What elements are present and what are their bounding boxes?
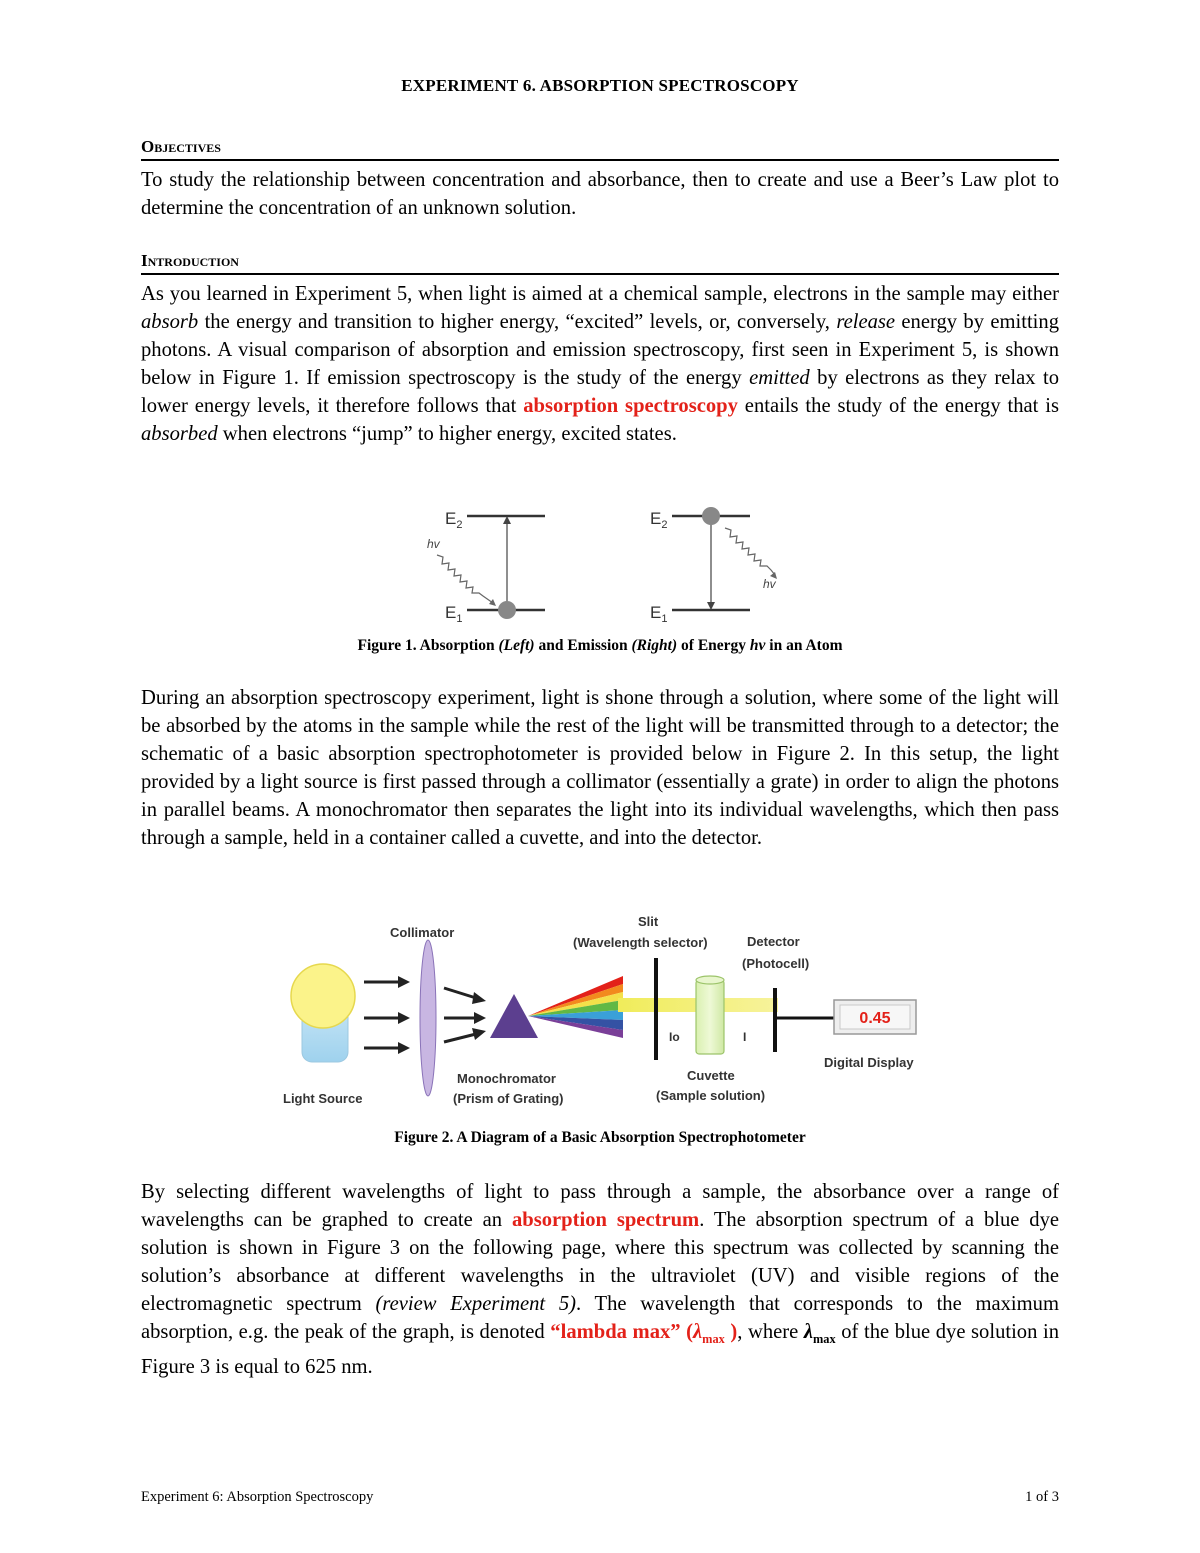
- electron-right: [702, 507, 720, 525]
- figure-1-energy-diagram: [415, 500, 785, 630]
- digital-display-label: Digital Display: [824, 1055, 914, 1070]
- detector-label: Detector: [747, 934, 800, 949]
- io-label: Io: [669, 1030, 680, 1044]
- e1-label-left: $E_1$: [445, 603, 463, 625]
- objectives-heading: Objectives: [141, 137, 1059, 161]
- cuvette-sublabel: (Sample solution): [656, 1088, 766, 1103]
- page-number: 1 of 3: [1025, 1489, 1059, 1505]
- absorption-spectrum-term: absorption spectrum: [511, 1209, 700, 1231]
- e1-label-right: $E_1$: [650, 603, 668, 625]
- figure-1-caption: Figure 1. Absorption (Left) and Emission (Right) of Energy hν in an Atom: [357, 637, 843, 654]
- cuvette: [696, 980, 724, 1054]
- lambda-max-term: “lambda max” ($\lambda_{max}$ ): [550, 1321, 738, 1347]
- footer-title: Experiment 6: Absorption Spectroscopy: [141, 1489, 374, 1505]
- detector-sublabel: (Photocell): [742, 956, 810, 971]
- electron-left: [498, 601, 516, 619]
- slit-sublabel: (Wavelength selector): [573, 935, 708, 950]
- absorption-spectroscopy-term: absorption spectroscopy: [523, 395, 738, 417]
- bulb: [291, 964, 355, 1028]
- light-source-label: Light Source: [283, 1091, 363, 1106]
- objectives-text: To study the relationship between concentration and absorbance, then to create and use a Beer’s Law plot to determine the concentration of an unknown solution.: [141, 169, 1059, 219]
- figure-2-spectrophotometer: [278, 910, 928, 1110]
- monochromator-sublabel: (Prism of Grating): [453, 1091, 564, 1106]
- page-footer: [141, 1489, 1059, 1506]
- page-title: EXPERIMENT 6. ABSORPTION SPECTROSCOPY: [401, 76, 799, 95]
- hv-label-right: hv: [763, 577, 776, 591]
- display-value: 0.45: [859, 1010, 891, 1027]
- introduction-heading: Introduction: [141, 251, 1059, 275]
- intro-paragraph-3: By selecting different wavelengths of light to pass through a sample, the absorbance over a range of wavelengths can be graphed to create an absorption spectrum. The absorption spectrum of a blue dye solution is shown in Figure 3 on the following page, where this spectrum was collected by scanning the solution’s absorbance at different wavelengths in the ultraviolet (UV) and visible regions of the electromagnetic spectrum (review Experiment 5). The wavelength that corresponds to the maximum absorption, e.g. the peak of the graph, is denoted “lambda max” ($\lambda_{max}$ ), where $\lambda_{max}$ of the blue dye solution in Figure 3 is equal to 625 nm.: [141, 1181, 1060, 1379]
- e2-label-right: $E_2$: [650, 509, 668, 531]
- monochromator-label: Monochromator: [457, 1071, 556, 1086]
- intro-paragraph-2: During an absorption spectroscopy experiment, light is shone through a solution, where some of the light will be absorbed by the atoms in the sample while the rest of the light will be transmitted through to a detector; the schematic of a basic absorption spectrophotometer is provided below in Figure 2. In this setup, the light provided by a light source is first passed through a collimator (essentially a grate) in order to align the photons in parallel beams. A monochromator then separates the light into its individual wavelengths, which then pass through a sample, held in a container called a cuvette, and into the detector.: [141, 687, 1059, 849]
- i-label: I: [743, 1030, 747, 1044]
- collimator-lens: [420, 940, 436, 1096]
- e2-label-left: $E_2$: [445, 509, 463, 531]
- intro-paragraph-1: As you learned in Experiment 5, when light is aimed at a chemical sample, electrons in the sample may either absorb the energy and transition to higher energy, “excited” levels, or, conversely, release energy by emitting photons. A visual comparison of absorption and emission spectroscopy, first seen in Experiment 5, is shown below in Figure 1. If emission spectroscopy is the study of the energy emitted by electrons as they relax to lower energy levels, it therefore follows that absorption spectroscopy entails the study of the energy that is absorbed when electrons “jump” to higher energy, excited states.: [141, 283, 1060, 445]
- figure-2-caption: Figure 2. A Diagram of a Basic Absorption Spectrophotometer: [394, 1129, 806, 1146]
- collimator-label: Collimator: [390, 925, 455, 940]
- slit-label: Slit: [638, 914, 659, 929]
- cuvette-label: Cuvette: [687, 1068, 735, 1083]
- hv-label-left: hv: [427, 537, 440, 551]
